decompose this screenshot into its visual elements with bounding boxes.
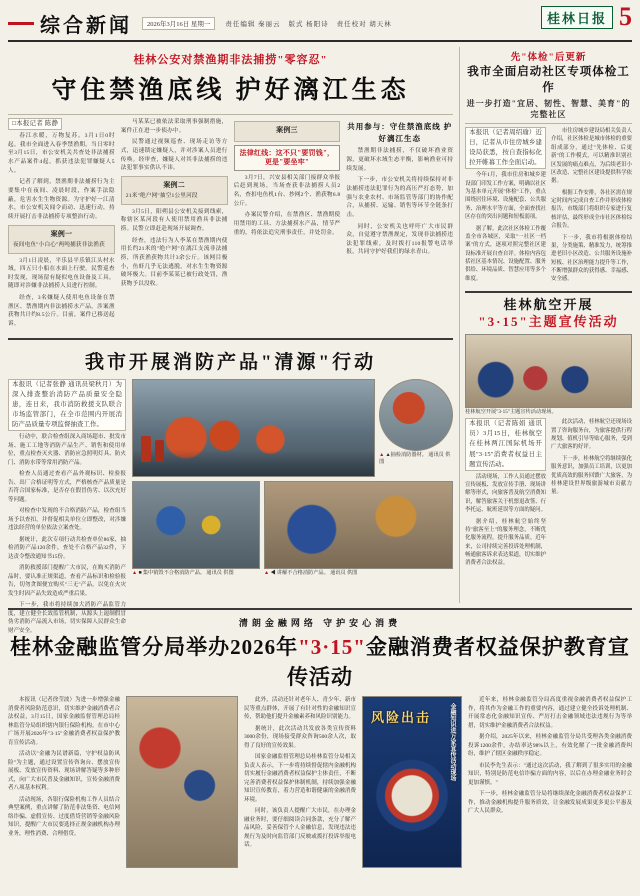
bottom-column-2 — [244, 696, 356, 868]
paragraph: 禁渔期非法捕捞，不仅破坏渔业资源，更破坏水域生态平衡，影响渔业可持续发展。 — [346, 148, 454, 172]
lead-byline: □本报记者 陈静 — [8, 118, 62, 130]
bottom-photo-poster — [362, 696, 462, 868]
divider — [465, 123, 632, 124]
right-photo — [465, 334, 632, 408]
bottom-body — [8, 696, 632, 868]
paragraph: 下一步，我市将根据体检结果，分类施策、精准发力，统筹推进老旧小区改造、公共服务设施补短板、社区治理能力提升等工作，不断增强群众的获得感、幸福感、安全感。 — [551, 234, 632, 283]
paragraph: 春江水暖，万物复苏。3月1日0时起，我市全面进入春季禁渔期。当日零时至3月15日，市公安机关共查处非法捕捞水产品案件4起，抓获违法犯罪嫌疑人5人。 — [8, 133, 115, 174]
bottom-title-red: "3·15" — [298, 635, 366, 659]
right-headline-2 — [465, 297, 632, 331]
accent-bar-icon — [8, 22, 34, 25]
section-title: 综合新闻 — [40, 14, 132, 37]
lead-article-columns — [8, 118, 453, 332]
lead-headline: 守住禁渔底线 护好漓江生态 — [51, 77, 410, 104]
feature-photo-secondary — [132, 481, 260, 569]
right-headline: 我市全面启动社区专项体检工作 — [467, 66, 630, 94]
page-number: 5 — [619, 2, 632, 31]
case-box-1-text: 夜间电鱼"小白心"两吨捕获非法渔获 — [13, 242, 105, 249]
bottom-title-post: 金融消费者权益保护教育宣传活动 — [287, 635, 630, 689]
paragraph: 国家金融监督管理总局桂林监管分局相关负责人表示，下一步将持续督促辖内金融机构切实履行金融消费者权益保护主体责任，不断完善消费者权益保护体制机制，持续加强金融知识宣传教育，着力营造和谐健康的金融消费环境。 — [244, 754, 356, 803]
feature-body — [8, 379, 453, 639]
right2-column-1 — [465, 418, 546, 570]
paragraph: 近年来，桂林金融监管分局高度重视金融消费者权益保护工作，将其作为金融工作的重要内容，通过建立健全投诉处理机制、开展常态化金融知识宣传、严厉打击金融领域违法违规行为等举措，切实维护金融消费者合法权益。 — [468, 697, 632, 729]
right-subhead: 进一步打造"宜居、韧性、智慧、美育"的完整社区 — [466, 99, 631, 120]
right-byline-2: 本报讯（记者陈娟 通讯员）3月15日，桂林航空在桂林两江国际机场开展"3·15"消费者权益日主题宣传活动。 — [465, 418, 546, 470]
feature-title: 我市开展消防产品"清源"行动 — [84, 351, 377, 373]
paragraph: 对检查中发现的不合格消防产品，检查组当场予以查扣，并督促相关单位立即整改，对涉嫌违法经营的单位依法立案查处。 — [8, 508, 126, 532]
right-column-2 — [551, 127, 632, 287]
case-box-1-title: 案例一 — [50, 229, 73, 238]
lead-column-1 — [8, 118, 115, 332]
paragraph: 民警通过视频巡查、现场走访等方式，迅速锁定嫌疑人，并对涉案人员进行传唤。经审查，嫌疑人对其非法捕捞的违法犯罪事实供认不讳。 — [120, 139, 228, 172]
case-box-1 — [8, 225, 115, 254]
bottom-kicker: 清朗金融网络 守护安心消费 — [238, 618, 402, 628]
paragraph: 记者了解到，禁渔期非法捕捞行为主要集中在夜间、凌晨时段，作案手法隐蔽，危害水生生物资源。为守护好一江清水，市公安机关闻令而动、迅速行动，持续开展打击非法捕捞专项整治行动。 — [8, 179, 115, 220]
right-headline-2-line2: "3·15"主题宣传活动 — [478, 313, 619, 329]
newspaper-nameplate: 桂林日报 — [541, 6, 613, 29]
paragraph: 经查，违法行为人李某在禁渔期内使用长约21米的"绝户网"在漓江支流非法捕捞，所获渔获物共计3余公斤。该网目极小，鱼虾几乎无法逃脱，对水生生物资源破坏极大。目前李某某已被行政处罚，渔获物予以没收。 — [120, 237, 228, 288]
feature-text-column — [8, 379, 126, 639]
paragraph: 同时，该负责人提醒广大市民，在办理金融业务时，要仔细阅读合同条款，充分了解产品风险，妥善保管个人金融信息，发现违法违规行为及时向监管部门反映或拨打投诉举报电话。 — [244, 808, 356, 849]
lead-column-2 — [121, 118, 228, 332]
right-article-columns — [465, 127, 632, 287]
pull-quote-text: 法律红线：这不只"要罚钱"，更是"要坐牢" — [239, 148, 335, 166]
credit-editor: 责任编辑 秦丽云 — [225, 20, 281, 28]
masthead-left — [8, 9, 132, 38]
paragraph: 据介绍，桂林航空始终坚持"旅客至上"的服务理念，不断优化服务流程，提升服务品质。近年来，公司持续完善投诉处理机制，畅通旅客诉求表达渠道，切实维护消费者合法权益。 — [465, 518, 547, 567]
paragraph: 据统计，此次活动共发放各类宣传资料3000余份，现场接受群众咨询500余人次，取得了良好的宣传效果。 — [244, 725, 356, 749]
case-box-2-text: 21米"绝户网"抽空1公里河段 — [125, 193, 198, 200]
right-column — [459, 47, 632, 603]
paragraph: 下一步，桂林金融监管分局将继续深化金融消费者权益保护工作，推动金融机构提升服务质效，让金融发展成果更多更公平惠及广大人民群众。 — [468, 791, 632, 815]
masthead — [8, 2, 632, 42]
bottom-column-1 — [8, 696, 120, 868]
paragraph: 经查，3名嫌疑人使用电鱼设备在禁渔区、禁渔期内非法捕捞水产品，涉案渔获物共计约8.5公斤。目前，案件已移送起诉。 — [8, 295, 115, 328]
feature-byline: 本报讯（记者张静 通讯员梁秋月）为深入排查整治消防产品质量安全隐患，连日来，我市消防救援支队联合市场监管部门，在全市范围内开展消防产品质量专项监督抽查工作。 — [8, 379, 126, 431]
paragraph: 活动现场，工作人员通过摆放宣传展板、发放宣传手册、现场讲解等形式，向旅客普及航空消费知识，解答旅客关于机票退改签、行李托运、航班延误等方面的疑问。 — [465, 473, 547, 514]
paragraph: 3月7日，兴安县相关部门接群众举报后赶到现场，当场查获非法捕捞人员2名，查扣电鱼机1台、抄网2个、渔获物6.8公斤。 — [233, 174, 341, 207]
paragraph: 马某某已被依法采取刑事强制措施，案件正在进一步侦办中。 — [120, 119, 228, 134]
feature-photo-third — [264, 481, 453, 569]
bottom-article — [8, 608, 632, 868]
paragraph: 此外，活动还针对老年人、青少年、新市民等重点群体，开展了有针对性的金融知识宣传，帮助他们提升金融素养和风险识别能力。 — [244, 697, 356, 721]
paragraph: 办案民警介绍，在禁渔区、禁渔期使用禁用的工具、方法捕捞水产品，情节严重的，将依法追究刑事责任，并处罚金。 — [233, 212, 341, 236]
paragraph: 据了解，此次社区体检工作覆盖全市各城区，采取"一社区一档案"的方式，逐项对照完整社区建设标准开展自查自评。体检内容包括社区基本情况、设施配置、服务供给、环境品质、智慧应用等多个维度。 — [465, 225, 547, 282]
paragraph: 3月1日凌晨，平乐县平乐镇江头村水域，四五只小船在水面上行驶。民警巡查时发现，现场留有疑似电鱼设备及工具，随即对涉嫌非法捕捞人员进行控制。 — [8, 257, 115, 290]
right-article-2-columns — [465, 418, 632, 570]
poster-text: 风险出击 — [371, 710, 432, 725]
masthead-right — [541, 4, 632, 30]
right-headline-2-line1: 桂林航空开展 — [503, 296, 594, 312]
feature-caption-2: ▲ ■ 集中销毁不合格消防产品。 通讯员 供图 — [132, 570, 260, 577]
case-box-2-title: 案例二 — [163, 180, 185, 189]
right-column-1 — [465, 127, 546, 287]
bottom-photo-left — [126, 696, 238, 868]
paragraph: 下一步，市公安机关将持续保持对非法捕捞违法犯罪行为的高压严打态势，加强与农业农村、市场监管等部门的协作配合，从捕捞、运输、销售等环节全链条打击。 — [346, 177, 454, 218]
paragraph: 据统计，此次专项行动共检查单位86家，抽检消防产品120余件，查处不合格产品32件，下达责令整改通知书15份。 — [8, 536, 126, 560]
divider — [465, 291, 632, 293]
paragraph: 同时，公安机关也呼吁广大市民群众，自觉遵守禁渔规定，发现非法捕捞违法犯罪线索，及时拨打110报警电话举报，共同守护好我们的绿水青山。 — [346, 223, 454, 256]
paragraph: 今年1月，我市住房和城乡建设部门印发工作方案，明确以社区为基本单元开展"体检"工作，重点围绕居住环境、设施配套、公共服务、治理水平等方面，全面查找社区存在的突出问题和短板弱项。 — [465, 172, 547, 221]
right-photo-caption: 桂林航空开展"3·15"主题宣传活动现场。 — [465, 408, 557, 415]
lead-kicker: 桂林公安对禁渔期非法捕捞"零容忍" — [133, 54, 328, 66]
paragraph: 下一步，我市将持续加大消防产品监管力度，建立健全长效监管机制，从源头上遏制假冒伪劣消防产品流入市场，切实保障人民群众生命财产安全。 — [8, 602, 126, 634]
lead-subhead: 共用参与：守住禁渔底线 护好漓江生态 — [347, 122, 453, 143]
paragraph: 据介绍，2025年以来，桂林金融监管分局共受理各类金融消费投诉1200余件，办结率达98%以上，有效化解了一批金融消费纠纷，维护了辖区金融秩序稳定。 — [468, 734, 632, 758]
feature-caption-1: ▲ ▲抽检消防器材。 通讯员 供图 — [379, 452, 453, 466]
feature-photo-main — [132, 379, 375, 477]
pull-quote — [234, 145, 341, 171]
paragraph: 活动现场，各银行保险机构工作人员结合典型案例，重点讲解了防范非法集资、电信网络诈骗、虚假宣传、过度借贷营销等金融风险知识，提醒广大市民要选择正规金融机构办理业务，理性消费、合理借贷。 — [8, 796, 120, 837]
right2-column-2 — [551, 418, 632, 570]
paragraph: 市民李先生表示："通过这次活动，我了解到了很多实用的金融知识，特别是防范电信诈骗方面的内容，以后在办理金融业务时会更加谨慎。" — [468, 762, 632, 786]
paragraph: 检查人员通过查看产品外观标识、检验报告、出厂合格证明等方式，严格核查产品质量是否符合国家标准，是否存在假冒伪劣、以次充好等问题。 — [8, 471, 126, 503]
bottom-photo-left-img — [126, 696, 238, 868]
feature-photo-group — [132, 379, 453, 639]
case-box-3-title: 案例三 — [276, 126, 298, 134]
paragraph: 本报讯（记者徐莹波）为进一步增强金融消费者风险防范意识，切实维护金融消费者合法权益，3月15日，国家金融监督管理总局桂林监管分局组织辖内银行保险机构，在市中心广场开展2026年"3·15"金融消费者权益保护教育宣传活动。 — [8, 697, 120, 746]
credit-proofreader: 责任校对 胡天林 — [336, 20, 392, 28]
credit-layout: 版式 杨阳诗 — [288, 20, 329, 28]
bottom-title-pre: 桂林金融监管分局举办2026年 — [10, 635, 299, 659]
feature-article — [8, 338, 453, 639]
paragraph: 下一步，桂林航空将继续强化服务意识，加强员工培训，以更加优质高效的服务回馈广大旅客，为桂林建设世界级旅游城市贡献力量。 — [551, 455, 632, 496]
paragraph: 市住房城乡建设局相关负责人介绍，社区体检是城市体检的重要组成部分，通过"先体检、后更新"的工作模式，可以精准识别社区发展的痛点难点，为后续老旧小区改造、完整社区建设提供科学依据。 — [551, 128, 632, 185]
paragraph: 根据工作安排，各社区需在规定时间内完成自查工作并形成体检报告，市级部门将组织专家进行复核评估，最终形成全市社区体检综合报告。 — [551, 189, 632, 230]
paragraph: 消防救援部门提醒广大市民，在购买消防产品时，要认准正规渠道，查看产品标识和检验报告，切勿贪图便宜购买"三无"产品，以免在火灾发生时因产品失效造成严重后果。 — [8, 565, 126, 597]
right-kicker: 先"体检"后更新 — [510, 53, 587, 63]
paragraph: 活动以"金融为民谱新篇，守护权益防风险"为主题，通过设置宣传咨询台、摆放宣传展板、发放宣传资料、现场讲解答疑等多种形式，向广大市民普及金融知识，宣传金融消费者八项基本权利。 — [8, 751, 120, 792]
feature-caption-3: ▲ ◀ 讲解不合格消防产品。 通讯员 供图 — [264, 570, 453, 577]
feature-photo-circle — [379, 379, 453, 451]
paragraph: 行动中，联合检查组深入商场超市、批发市场、施工工地等消防产品生产、销售和使用单位，重点检查灭火器、消防应急照明灯具、防火门、消防水带等常用消防产品。 — [8, 434, 126, 466]
case-box-3 — [234, 121, 341, 142]
publication-date: 2026年3月16日 星期一 — [142, 17, 215, 30]
lead-column-3 — [234, 118, 341, 332]
paragraph: 此次活动，桂林航空还现场设置了咨询服务台，为旅客提供行程规划、值机引导等贴心服务，受到广大旅客的好评。 — [551, 419, 632, 451]
divider — [8, 114, 453, 115]
bottom-poster-img — [362, 696, 462, 868]
right-byline: 本报讯（记者周绍瑜）近日，记者从市住房城乡建设局获悉，按自查指标化拉开帷幕工作全面启动。 — [465, 127, 546, 169]
bottom-vert-caption: 金融知识进万家宣传活动现场 — [449, 703, 455, 781]
editor-credits — [225, 19, 391, 28]
bottom-title — [8, 631, 632, 691]
case-box-2 — [121, 176, 228, 205]
bottom-column-3 — [468, 696, 632, 868]
paragraph: 3月5日，阳朔县公安机关接到线索，称辖区某河段有人使用禁用渔具非法捕捞。民警立即赶赴现场开展调查。 — [120, 208, 228, 233]
lead-column-4 — [346, 118, 453, 332]
